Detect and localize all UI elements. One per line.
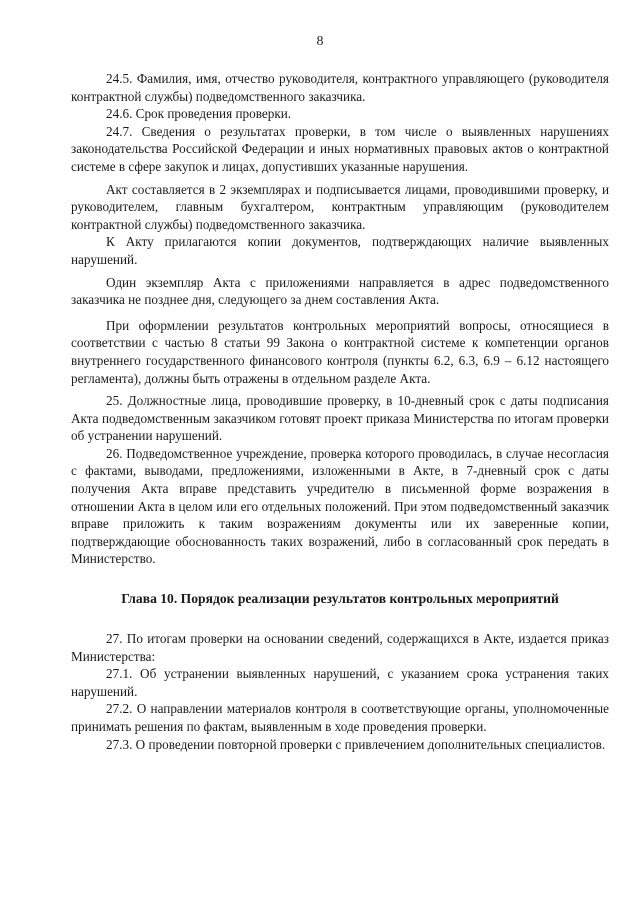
paragraph-27-2: 27.2. О направлении материалов контроля в соответствующие органы, уполномоченные принимать решения по фактам, выявленным в ходе проведения проверки.	[71, 701, 609, 734]
paragraph-24-5: 24.5. Фамилия, имя, отчество руководителя, контрактного управляющего (руководителя контрактной службы) подведомственного заказчика.	[71, 71, 609, 104]
paragraph-27-3: 27.3. О проведении повторной проверки с привлечением дополнительных специалистов.	[106, 736, 606, 752]
paragraph-27-1: 27.1. Об устранении выявленных нарушений, с указанием срока устранения таких нарушений.	[71, 666, 609, 699]
paragraph-24-6: 24.6. Срок проведения проверки.	[106, 106, 292, 122]
paragraph-act-delivery: Один экземпляр Акта с приложениями направляется в адрес подведомственного заказчика не позднее дня, следующего за днем составления Акта.	[71, 274, 609, 308]
paragraph-act-attachments: К Акту прилагаются копии документов, подтверждающих наличие выявленных нарушений.	[71, 234, 609, 267]
paragraph-27: 27. По итогам проверки на основании сведений, содержащихся в Акте, издается приказ Министерства:	[71, 631, 609, 664]
paragraph-act-copies: Акт составляется в 2 экземплярах и подписывается лицами, проводившими проверку, и руководителем, главным бухгалтером, контрактным управляющим (руководителем контрактной службы) подведомственного заказчика.	[71, 181, 609, 232]
document-body	[71, 70, 609, 753]
chapter-heading: Глава 10. Порядок реализации результатов контрольных мероприятий	[121, 591, 559, 607]
paragraph-24-7: 24.7. Сведения о результатах проверки, в том числе о выявленных нарушениях законодательства Российской Федерации и иных нормативных правовых актов о контрактной системе в сфере закупок и лицах, допустивших указанные нарушения.	[71, 123, 609, 174]
paragraph-act-separate-section: При оформлении результатов контрольных мероприятий вопросы, относящиеся в соответствии с частью 8 статьи 99 Закона о контрактной системе к компетенции органов внутреннего государственного финансового контроля (пункты 6.2, 6.3, 6.9 – 6.12 настоящего регламента), должны быть отражены в отдельном разделе Акта.	[71, 317, 609, 386]
paragraph-26: 26. Подведомственное учреждение, проверка которого проводилась, в случае несогласия с фактами, выводами, предложениями, изложенными в Акте, в 7-дневный срок с даты получения Акта вправе представить учредителю в письменной форме возражения в отношении Акта в целом или его отдельных положений. При этом подведомственный заказчик вправе приложить к таким возражениям документы или их заверенные копии, подтверждающие обоснованность таких возражений, либо в согласованный срок передать в Министерство.	[71, 445, 609, 567]
paragraph-25: 25. Должностные лица, проводившие проверку, в 10-дневный срок с даты подписания Акта подведомственным заказчиком готовят проект приказа Министерства по итогам проверки об устранении нарушений.	[71, 393, 609, 444]
page-number: 8	[316, 34, 324, 49]
